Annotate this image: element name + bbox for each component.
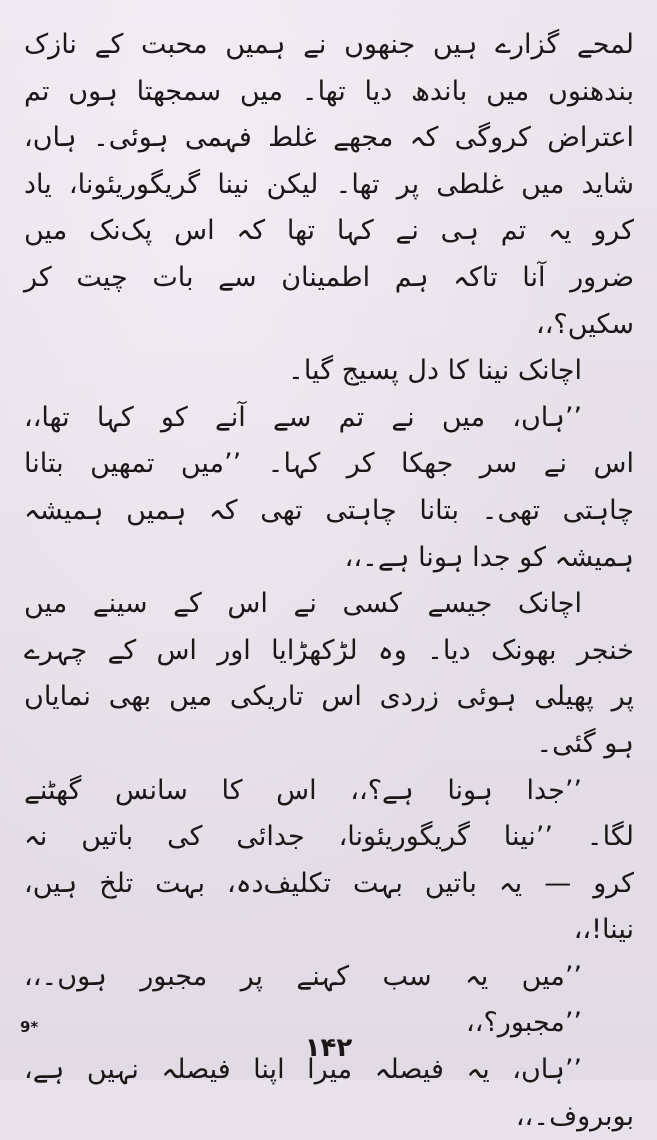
text-line: نینا!،، [573, 914, 634, 946]
text-line: ضرور آنا تاکہ ہم اطمینان سے بات چیت کر [24, 261, 634, 293]
text-line: لگا۔ ’’نینا گریگوریئونا، جدائی کی باتیں نہ [24, 821, 634, 853]
text-line: بوبروف۔،، [515, 1100, 634, 1132]
text-line: اس نے سر جھکا کر کہا۔ ’’میں تمھیں بتانا [24, 448, 634, 480]
page-number: ۱۴۲ [304, 1033, 353, 1063]
text-line: چاہتی تھی۔ بتانا چاہتی تھی کہ ہمیں ہمیشہ [24, 494, 634, 526]
text-line: شاید میں غلطی پر تھا۔ لیکن نینا گریگوریئونا، یاد [24, 168, 634, 200]
paragraph-start-line: ’’جدا ہونا ہے؟،، اس کا سانس گھٹنے [24, 774, 582, 806]
text-line: خنجر بھونک دیا۔ وہ لڑکھڑایا اور اس کے چہرے [24, 634, 634, 666]
paragraph-start-line: اچانک جیسے کسی نے اس کے سینے میں [24, 588, 582, 620]
text-line: سکیں؟،، [536, 308, 634, 340]
text-line: اعتراض کروگی کہ مجھے غلط فہمی ہوئی۔ ہاں، [24, 122, 634, 154]
paragraph-start-line: اچانک نینا کا دل پسیج گیا۔ [288, 355, 582, 387]
paragraph-start-line: ’’ہاں، میں نے تم سے آنے کو کہا تھا،، [24, 401, 582, 433]
body-text [24, 22, 634, 1140]
text-line: پر پھیلی ہوئی زردی اس تاریکی میں بھی نمایاں [24, 681, 634, 713]
paragraph-start-line: ’’میں یہ سب کہنے پر مجبور ہوں۔،، [24, 960, 582, 992]
text-line: کرو — یہ باتیں بہت تکلیف‌دہ، بہت تلخ ہیں، [24, 867, 634, 899]
text-line: لمحے گزارے ہیں جنھوں نے ہمیں محبت کے نازک [24, 29, 634, 60]
text-line: ہو گئی۔ [536, 727, 634, 759]
signature-mark: 9* [20, 1018, 39, 1036]
text-line: کرو یہ تم ہی نے کہا تھا کہ اس پک‌نک میں [24, 215, 634, 247]
text-line: بندھنوں میں باندھ دیا تھا۔ میں سمجھتا ہوں تم [24, 75, 634, 107]
text-line: ہمیشہ کو جدا ہونا ہے۔،، [344, 541, 634, 573]
paragraph-start-line: ’’مجبور؟،، [466, 1007, 582, 1039]
paragraph-start-line: ’’ہاں، یہ فیصلہ میرا اپنا فیصلہ نہیں ہے، [24, 1054, 582, 1086]
